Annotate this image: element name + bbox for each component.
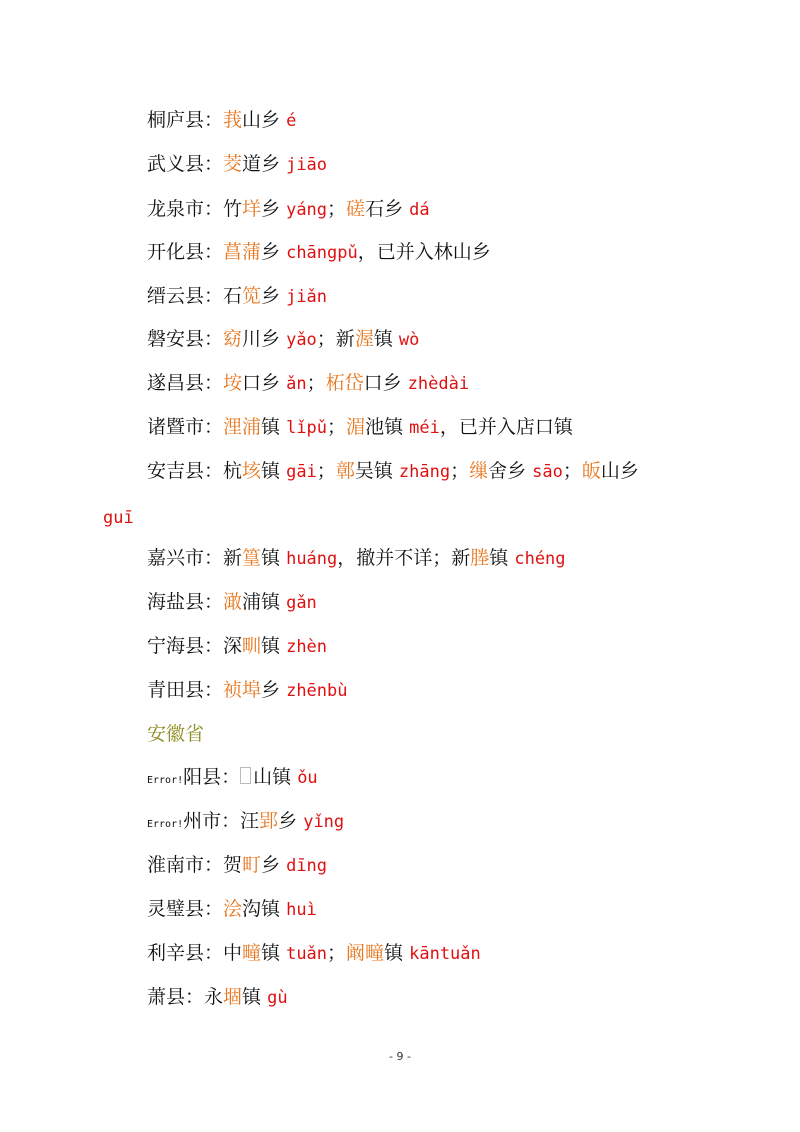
highlighted-char: 浬浦 bbox=[223, 416, 262, 438]
highlighted-char: 垓 bbox=[242, 460, 262, 482]
entry-text: Error! bbox=[147, 819, 184, 830]
entry-text: 安徽省 bbox=[147, 723, 205, 745]
entry-text: 舍乡 bbox=[488, 460, 533, 482]
entry-text: 镇 bbox=[261, 942, 287, 964]
entry-text: 山乡 bbox=[600, 460, 639, 482]
entry-text: 武义县： bbox=[147, 153, 224, 175]
entry-text: 镇 bbox=[261, 547, 287, 569]
pinyin-text: méi bbox=[409, 418, 440, 438]
entry-text: 海盐县： bbox=[147, 591, 224, 613]
entry-text: 池镇 bbox=[365, 416, 410, 438]
pinyin-text: ǒu bbox=[297, 768, 318, 788]
entry-text: ； bbox=[306, 372, 326, 394]
entry-line bbox=[147, 721, 204, 747]
pinyin-text: lǐpǔ bbox=[286, 418, 328, 438]
entry-line bbox=[147, 196, 430, 223]
entry-text: 镇 bbox=[261, 460, 287, 482]
entry-text: 石乡 bbox=[365, 198, 410, 220]
entry-line bbox=[147, 896, 317, 923]
highlighted-char: 篁 bbox=[242, 547, 262, 569]
page-number: - 9 - bbox=[389, 1050, 411, 1063]
entry-line bbox=[147, 414, 573, 441]
pinyin-text: zhāng bbox=[398, 462, 451, 482]
entry-text: 乡 bbox=[261, 854, 287, 876]
entry-text: 镇 bbox=[242, 986, 268, 1008]
entry-text: ； bbox=[316, 460, 336, 482]
pinyin-text: huì bbox=[286, 900, 317, 920]
highlighted-char: 垵 bbox=[223, 372, 243, 394]
highlighted-char: 皈 bbox=[581, 460, 601, 482]
highlighted-char: 鄣 bbox=[335, 460, 355, 482]
entry-text: 浦镇 bbox=[242, 591, 287, 613]
highlighted-char: 湄 bbox=[346, 416, 366, 438]
entry-text: Error! bbox=[147, 775, 184, 786]
highlighted-char: 堌 bbox=[223, 986, 243, 1008]
pinyin-text: tuǎn bbox=[286, 944, 328, 964]
entry-text: 山乡 bbox=[242, 109, 287, 131]
highlighted-char: 茭 bbox=[223, 153, 243, 175]
entry-text: ； bbox=[327, 198, 347, 220]
entry-text: 缙云县：石 bbox=[147, 285, 243, 307]
entry-text: 镇 bbox=[384, 942, 410, 964]
entry-line bbox=[147, 852, 327, 879]
highlighted-char: 甽 bbox=[242, 635, 262, 657]
entry-text: 宁海县：深 bbox=[147, 635, 243, 657]
entry-line bbox=[147, 370, 469, 397]
entry-text: ，撤并不详；新 bbox=[337, 547, 471, 569]
highlighted-char: 菖蒲 bbox=[223, 241, 262, 263]
pinyin-text: dīng bbox=[286, 856, 328, 876]
pinyin-text: jiāo bbox=[286, 155, 328, 175]
entry-text: 磐安县： bbox=[147, 328, 224, 350]
entry-text: 利辛县：中 bbox=[147, 942, 243, 964]
pinyin-text: jiǎn bbox=[286, 287, 328, 307]
pinyin-text: wò bbox=[398, 330, 420, 350]
entry-text: 龙泉市：竹 bbox=[147, 198, 243, 220]
entry-text: 乡 bbox=[261, 285, 287, 307]
entry-text: 遂昌县： bbox=[147, 372, 224, 394]
entry-line bbox=[147, 545, 566, 572]
highlighted-char: 垟 bbox=[242, 198, 262, 220]
pinyin-text: gù bbox=[267, 988, 288, 1008]
entry-text: 镇 bbox=[373, 328, 399, 350]
highlighted-char: 町 bbox=[242, 854, 262, 876]
pinyin-text: huáng bbox=[286, 549, 338, 569]
highlighted-char: 磋 bbox=[346, 198, 366, 220]
highlighted-char: 笕 bbox=[242, 285, 262, 307]
entry-text: 镇 bbox=[489, 547, 515, 569]
highlighted-char: 莪 bbox=[223, 109, 243, 131]
entry-line bbox=[147, 151, 327, 178]
pinyin-text: zhēnbù bbox=[286, 681, 348, 701]
highlighted-char: 澉 bbox=[223, 591, 243, 613]
entry-line bbox=[147, 239, 491, 266]
entry-text: 桐庐县： bbox=[147, 109, 224, 131]
entry-text: ； bbox=[327, 416, 347, 438]
pinyin-text: dá bbox=[409, 200, 430, 220]
highlighted-char: 疃 bbox=[242, 942, 262, 964]
pinyin-text: sāo bbox=[532, 462, 563, 482]
entry-text: 吴镇 bbox=[354, 460, 399, 482]
entry-line bbox=[147, 283, 327, 310]
entry-text: 乡 bbox=[278, 810, 304, 832]
entry-line bbox=[147, 326, 419, 353]
entry-text: ； bbox=[562, 460, 582, 482]
entry-text: 川乡 bbox=[242, 328, 287, 350]
entry-text: 口乡 bbox=[363, 372, 408, 394]
entry-text: 乡 bbox=[261, 679, 287, 701]
highlighted-char: 阚疃 bbox=[346, 942, 385, 964]
pinyin-text: yáng bbox=[286, 200, 328, 220]
pinyin-text: chéng bbox=[514, 549, 566, 569]
entry-text: 灵璧县： bbox=[147, 898, 224, 920]
entry-text: 安吉县：杭 bbox=[147, 460, 243, 482]
pinyin-text: kāntuǎn bbox=[409, 944, 481, 964]
entry-text: 开化县： bbox=[147, 241, 224, 263]
entry-text: ，已并入店口镇 bbox=[439, 416, 573, 438]
entry-text: ； bbox=[327, 942, 347, 964]
highlighted-char: 浍 bbox=[223, 898, 243, 920]
entry-text: 嘉兴市：新 bbox=[147, 547, 243, 569]
entry-line bbox=[147, 633, 327, 660]
entry-text: 诸暨市： bbox=[147, 416, 224, 438]
entry-text: 青田县： bbox=[147, 679, 224, 701]
wrapped-pinyin: guī bbox=[103, 508, 134, 528]
entry-text: 镇 bbox=[261, 635, 287, 657]
entry-text: 山镇 bbox=[253, 766, 298, 788]
pinyin-text: yǎo bbox=[286, 330, 317, 350]
pinyin-text: gāi bbox=[286, 462, 317, 482]
highlighted-char: 缫 bbox=[469, 460, 489, 482]
entry-line bbox=[147, 940, 481, 967]
entry-text: ；新 bbox=[316, 328, 355, 350]
highlighted-char: 窈 bbox=[223, 328, 243, 350]
entry-line bbox=[147, 107, 296, 134]
entry-text: 州市：汪 bbox=[183, 810, 260, 832]
pinyin-text: yǐng bbox=[303, 812, 345, 832]
pinyin-text: gǎn bbox=[286, 593, 317, 613]
entry-text: 道乡 bbox=[242, 153, 287, 175]
entry-text: ，已并入林山乡 bbox=[357, 241, 491, 263]
missing-glyph-box bbox=[240, 767, 251, 784]
entry-text: 乡 bbox=[261, 241, 287, 263]
highlighted-char: 祯埠 bbox=[223, 679, 262, 701]
entry-text: 乡 bbox=[261, 198, 287, 220]
entry-text: 萧县：永 bbox=[147, 986, 224, 1008]
pinyin-text: é bbox=[286, 111, 297, 131]
highlighted-char: 柘岱 bbox=[325, 372, 364, 394]
pinyin-text: ǎn bbox=[286, 374, 307, 394]
entry-line bbox=[147, 458, 639, 485]
entry-line bbox=[147, 677, 348, 704]
entry-text: ； bbox=[450, 460, 470, 482]
entry-line bbox=[147, 808, 344, 838]
pinyin-text: zhèdài bbox=[407, 374, 470, 394]
entry-text: 沟镇 bbox=[242, 898, 287, 920]
entry-line bbox=[147, 589, 317, 616]
pinyin-text: zhèn bbox=[286, 637, 328, 657]
highlighted-char: 郢 bbox=[259, 810, 279, 832]
highlighted-char: 塍 bbox=[470, 547, 490, 569]
entry-line bbox=[147, 984, 288, 1011]
entry-text: 口乡 bbox=[242, 372, 287, 394]
highlighted-char: 渥 bbox=[354, 328, 374, 350]
entry-text: 淮南市：贺 bbox=[147, 854, 243, 876]
pinyin-text: chāngpǔ bbox=[286, 243, 358, 263]
entry-text: 镇 bbox=[261, 416, 287, 438]
entry-text: 阳县： bbox=[183, 766, 241, 788]
entry-line bbox=[147, 764, 318, 794]
